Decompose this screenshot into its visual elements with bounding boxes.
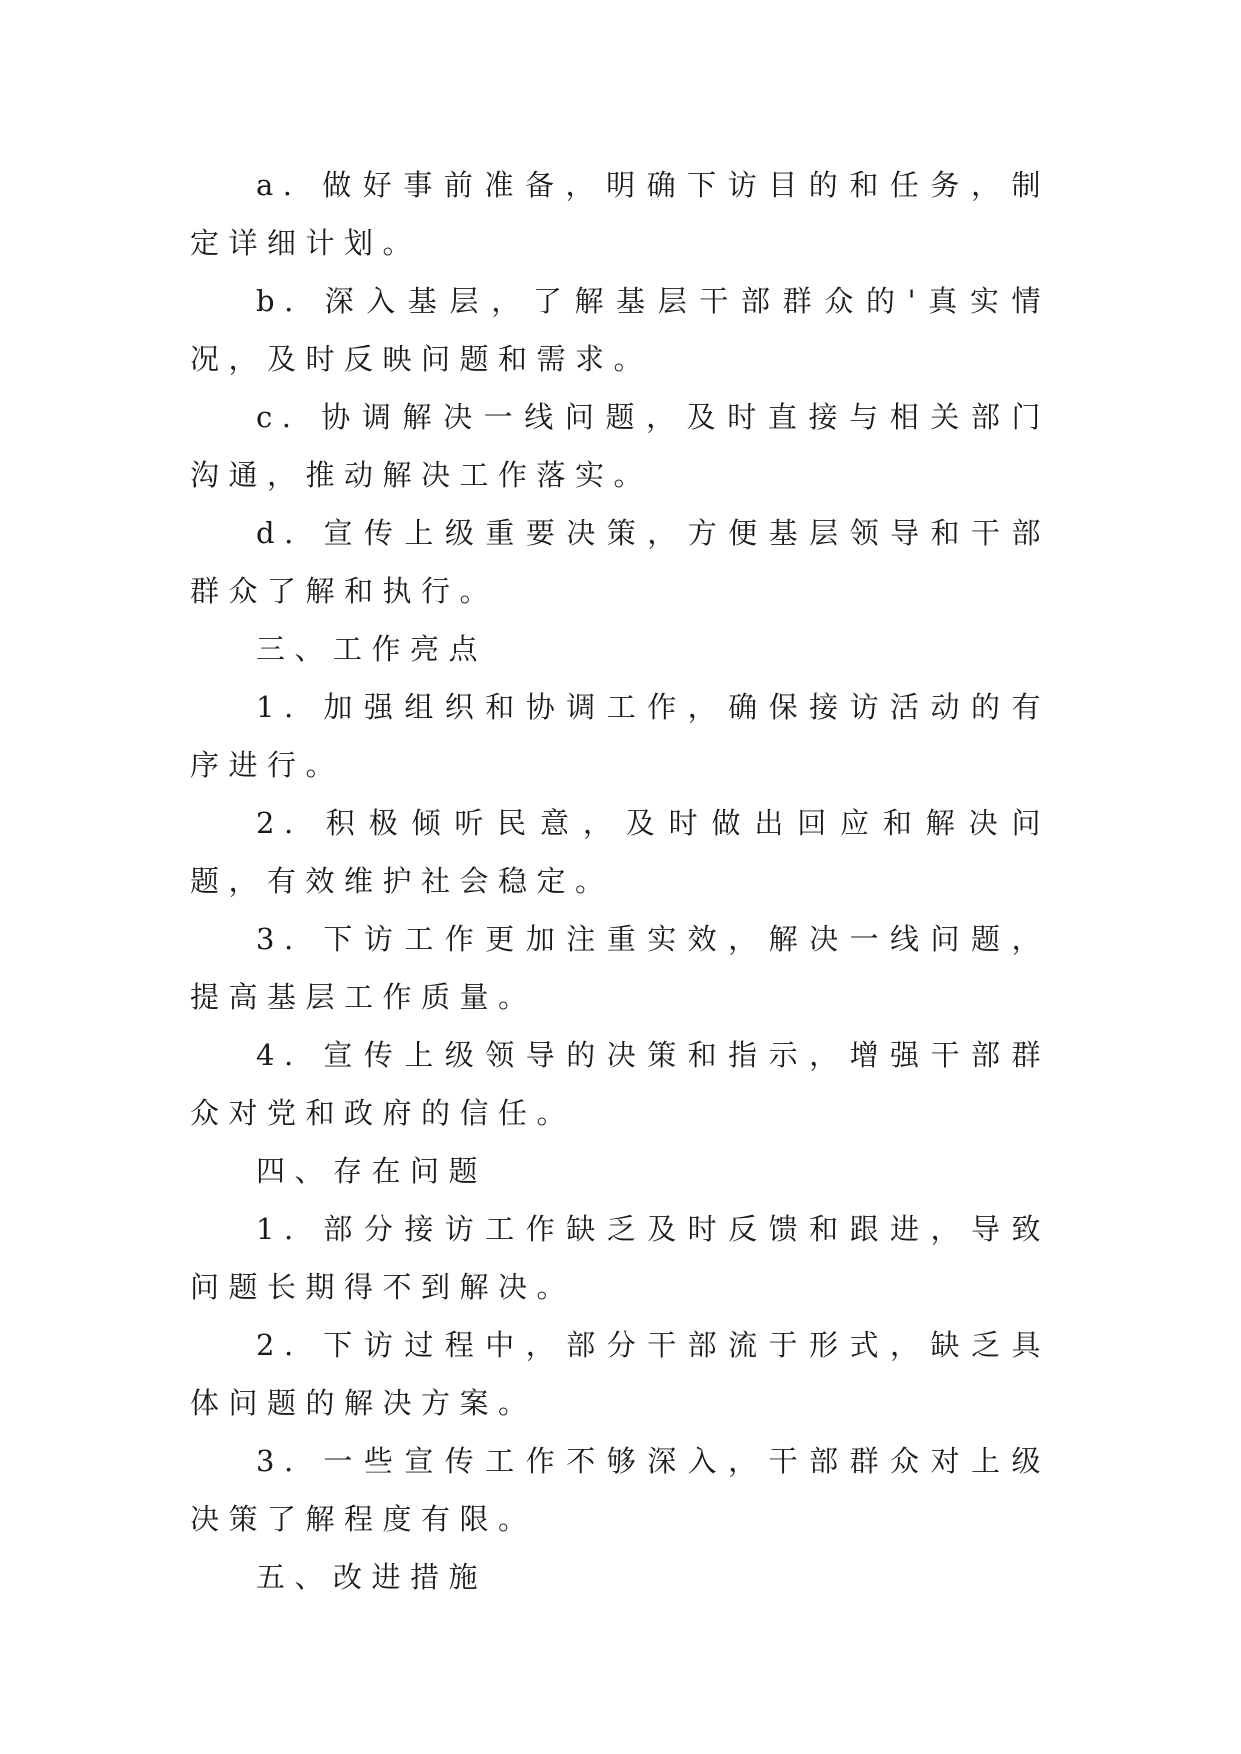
paragraph-item-a: a. 做好事前准备，明确下访目的和任务，制定详细计划。: [190, 168, 1050, 260]
paragraph-item-b: b. 深入基层，了解基层干部群众的'真实情况，及时反映问题和需求。: [190, 284, 1050, 376]
section-heading-improvements: 五、改进措施: [256, 1560, 488, 1594]
section-heading-problems: 四、存在问题: [256, 1154, 488, 1188]
highlight-item-3: 3. 下访工作更加注重实效，解决一线问题，提高基层工作质量。: [190, 922, 1050, 1014]
highlight-item-1: 1. 加强组织和协调工作，确保接访活动的有序进行。: [190, 690, 1050, 782]
highlight-item-4: 4. 宣传上级领导的决策和指示，增强干部群众对党和政府的信任。: [190, 1038, 1050, 1130]
problem-item-1: 1. 部分接访工作缺乏及时反馈和跟进，导致问题长期得不到解决。: [190, 1212, 1050, 1304]
paragraph-item-c: c. 协调解决一线问题，及时直接与相关部门沟通，推动解决工作落实。: [190, 400, 1050, 492]
paragraph-item-d: d. 宣传上级重要决策，方便基层领导和干部群众了解和执行。: [190, 516, 1050, 608]
document-body: [190, 156, 1050, 1606]
highlight-item-2: 2. 积极倾听民意，及时做出回应和解决问题，有效维护社会稳定。: [190, 806, 1050, 898]
section-heading-highlights: 三、工作亮点: [256, 632, 488, 666]
problem-item-3: 3. 一些宣传工作不够深入，干部群众对上级决策了解程度有限。: [190, 1444, 1050, 1536]
problem-item-2: 2. 下访过程中，部分干部流于形式，缺乏具体问题的解决方案。: [190, 1328, 1050, 1420]
